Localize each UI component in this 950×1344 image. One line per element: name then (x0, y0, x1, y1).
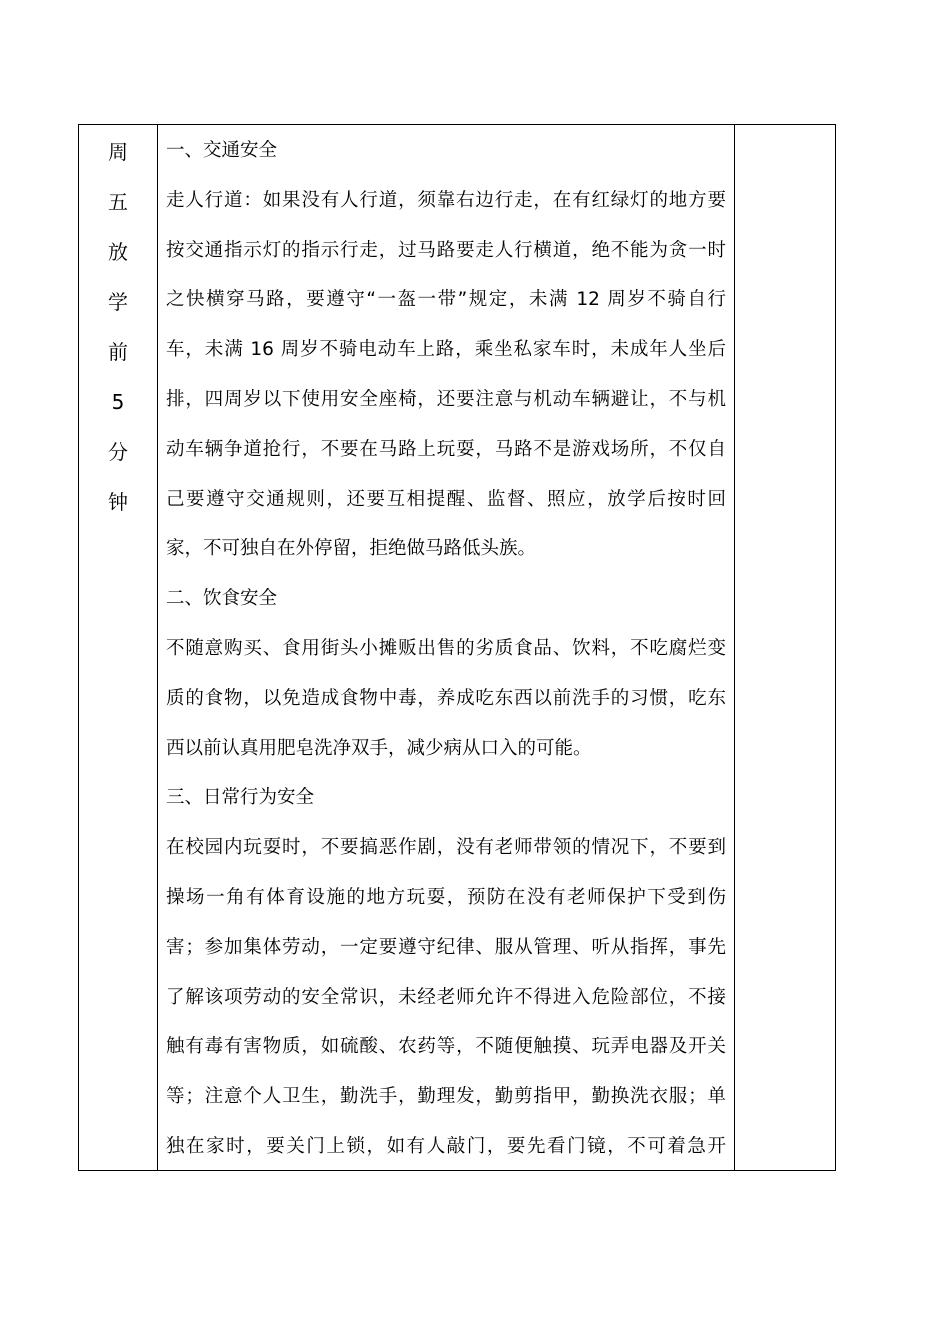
label-char: 分 (108, 440, 128, 464)
content-line: 己要遵守交通规则，还要互相提醒、监督、照应，放学后按时回 (166, 488, 726, 510)
content-line: 了解该项劳动的安全常识，未经老师允许不得进入危险部位，不接 (166, 986, 726, 1008)
label-char: 五 (108, 190, 128, 214)
content-line: 一、交通安全 (166, 140, 278, 161)
content-line: 按交通指示灯的指示行走，过马路要走人行横道，绝不能为贪一时 (166, 239, 726, 261)
label-char: 钟 (108, 490, 128, 514)
label-char: 放 (108, 240, 128, 264)
content-line: 害；参加集体劳动，一定要遵守纪律、服从管理、听从指挥，事先 (166, 936, 726, 958)
label-char: 周 (108, 140, 128, 164)
content-line: 二、饮食安全 (166, 588, 278, 610)
content-line: 质的食物，以免造成食物中毒，养成吃东西以前洗手的习惯，吃东 (166, 687, 726, 709)
content-line: 触有毒有害物质，如硫酸、农药等，不随便触摸、玩弄电器及开关 (166, 1036, 726, 1058)
content-line: 之快横穿马路，要遵守“一盔一带”规定，未满 12 周岁不骑自行 (166, 289, 726, 311)
content-line: 车，未满 16 周岁不骑电动车上路，乘坐私家车时，未成年人坐后 (166, 339, 726, 361)
content-line: 排，四周岁以下使用安全座椅，还要注意与机动车辆避让，不与机 (166, 388, 726, 410)
content-line: 西以前认真用肥皂洗净双手，减少病从口入的可能。 (166, 737, 592, 759)
label-column (79, 125, 158, 1170)
content-line: 动车辆争道抢行，不要在马路上玩耍，马路不是游戏场所，不仅自 (166, 438, 726, 460)
content-line: 独在家时，要关门上锁，如有人敲门，要先看门镜，不可着急开 (166, 1135, 726, 1157)
document-table (78, 124, 836, 1171)
empty-column (735, 125, 835, 1170)
content-line: 操场一角有体育设施的地方玩耍，预防在没有老师保护下受到伤 (166, 886, 726, 908)
content-line: 不随意购买、食用街头小摊贩出售的劣质食品、饮料，不吃腐烂变 (166, 637, 726, 659)
content-line: 家，不可独自在外停留，拒绝做马路低头族。 (166, 538, 537, 560)
content-line: 走人行道：如果没有人行道，须靠右边行走，在有红绿灯的地方要 (166, 189, 726, 211)
label-char: 学 (108, 290, 128, 314)
content-column (158, 125, 735, 1170)
content-line: 三、日常行为安全 (166, 787, 315, 809)
content-line: 在校园内玩耍时，不要搞恶作剧，没有老师带领的情况下，不要到 (166, 837, 726, 859)
label-char: 前 (108, 340, 128, 364)
content-line: 等；注意个人卫生，勤洗手，勤理发，勤剪指甲，勤换洗衣服；单 (166, 1086, 726, 1108)
label-char: 5 (111, 390, 125, 414)
